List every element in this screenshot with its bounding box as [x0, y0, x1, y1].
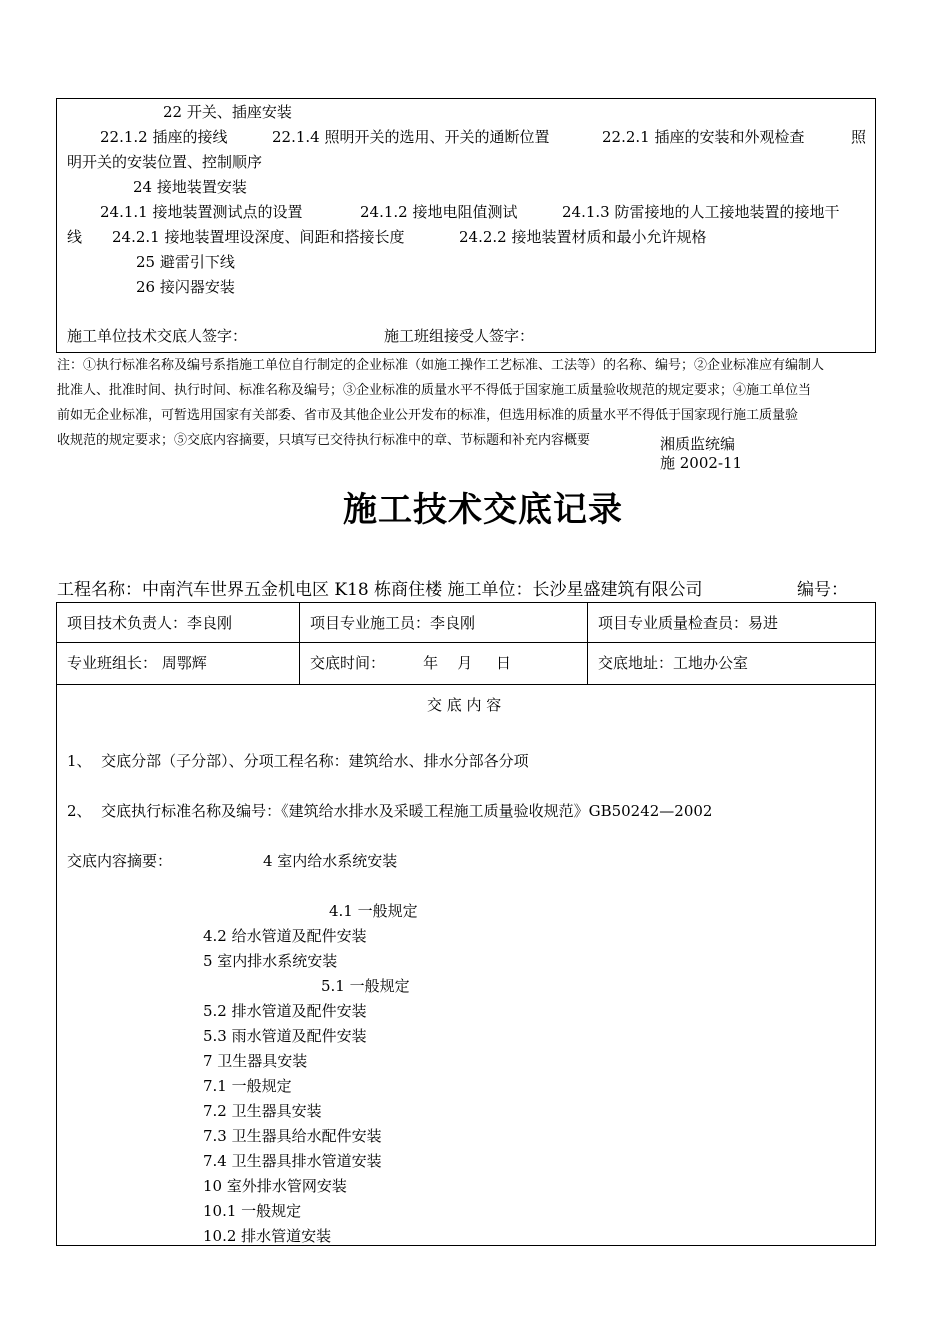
- content-line: 10.1 一般规定: [203, 1202, 302, 1220]
- row-divider-1: [56, 642, 876, 643]
- top-line-5c: 24.1.3 防雷接地的人工接地装置的接地干: [562, 203, 840, 221]
- page-title: 施工技术交底记录: [343, 490, 623, 530]
- top-line-3: 明开关的安装位置、控制顺序: [67, 153, 263, 171]
- top-line-5a: 24.1.1 接地装置测试点的设置: [100, 203, 303, 221]
- top-line-6b: 24.2.1 接地装置埋设深度、间距和搭接长度: [112, 228, 405, 246]
- top-line-8: 26 接闪器安装: [136, 278, 235, 296]
- top-line-6c: 24.2.2 接地装置材质和最小允许规格: [459, 228, 707, 246]
- team-leader-cell: 专业班组长： 周鄂辉: [67, 654, 207, 672]
- top-line-6a: 线: [67, 228, 83, 246]
- content-line: 7.2 卫生器具安装: [203, 1102, 322, 1120]
- row-divider-2: [56, 684, 876, 685]
- content-line: 5 室内排水系统安装: [203, 952, 338, 970]
- content-item-1: 1、 交底分部（子分部）、分项工程名称：建筑给水、排水分部各分项: [67, 752, 529, 770]
- content-line: 7.1 一般规定: [203, 1077, 292, 1095]
- top-line-4: 24 接地装置安装: [133, 178, 247, 196]
- location-cell: 交底地址：工地办公室: [598, 654, 749, 672]
- content-item-2: 2、 交底执行标准名称及编号：《建筑给水排水及采暖工程施工质量验收规范》GB50242—2002: [67, 802, 713, 820]
- note-line-4: 收规范的规定要求；⑤交底内容摘要，只填写已交待执行标准中的章、节标题和补充内容概要: [57, 433, 591, 448]
- content-line: 5.3 雨水管道及配件安装: [203, 1027, 367, 1045]
- top-line-5b: 24.1.2 接地电阻值测试: [360, 203, 518, 221]
- inspector-cell: 项目专业质量检查员：易进: [598, 614, 779, 632]
- sign-left: 施工单位技术交底人签字：: [67, 327, 248, 345]
- number-label: 编号：: [797, 580, 848, 600]
- top-line-2c: 22.2.1 插座的安装和外观检查: [602, 128, 805, 146]
- top-line-2a: 22.1.2 插座的接线: [100, 128, 228, 146]
- top-line-2b: 22.1.4 照明开关的选用、开关的通断位置: [272, 128, 550, 146]
- content-line: 7.3 卫生器具给水配件安装: [203, 1127, 382, 1145]
- note-line-2: 批准人、批准时间、执行时间、标准名称及编号；③企业标准的质量水平不得低于国家施工质量验收规范的规定要求；④施工单位当: [57, 383, 812, 398]
- sign-right: 施工班组接受人签字：: [384, 327, 535, 345]
- note-line-1: 注：①执行标准名称及编号系指施工单位自行制定的企业标准（如施工操作工艺标准、工法等）的名称、编号；②企业标准应有编制人: [57, 358, 825, 373]
- content-line: 4.2 给水管道及配件安装: [203, 927, 367, 945]
- col-divider-1: [299, 602, 300, 684]
- content-line: 4.1 一般规定: [329, 902, 418, 920]
- content-line: 7 卫生器具安装: [203, 1052, 308, 1070]
- content-line: 7.4 卫生器具排水管道安装: [203, 1152, 382, 1170]
- issuer: 湘质监统编: [660, 435, 736, 453]
- content-line: 10 室外排水管网安装: [203, 1177, 347, 1195]
- top-line-7: 25 避雷引下线: [136, 253, 235, 271]
- content-heading: 交 底 内 容: [427, 696, 502, 714]
- top-line-1: 22 开关、插座安装: [163, 103, 292, 121]
- project-header: 工程名称：中南汽车世界五金机电区 K18 栋商住楼 施工单位：长沙星盛建筑有限公司: [57, 580, 703, 600]
- time-cell: 交底时间： 年 月 日: [310, 654, 512, 672]
- col-divider-2: [587, 602, 588, 684]
- form-number: 施 2002-11: [660, 454, 743, 472]
- content-line: 5.1 一般规定: [321, 977, 410, 995]
- tech-lead-cell: 项目技术负责人：李良刚: [67, 614, 233, 632]
- note-line-3: 前如无企业标准，可暂选用国家有关部委、省市及其他企业公开发布的标准，但选用标准的质量水平不得低于国家现行施工质量验: [57, 408, 799, 423]
- content-line: 5.2 排水管道及配件安装: [203, 1002, 367, 1020]
- summary-first: 4 室内给水系统安装: [263, 852, 398, 870]
- summary-label: 交底内容摘要：: [67, 852, 173, 870]
- specialist-cell: 项目专业施工员：李良刚: [310, 614, 476, 632]
- top-line-2d: 照: [851, 128, 867, 146]
- content-line: 10.2 排水管道安装: [203, 1227, 332, 1245]
